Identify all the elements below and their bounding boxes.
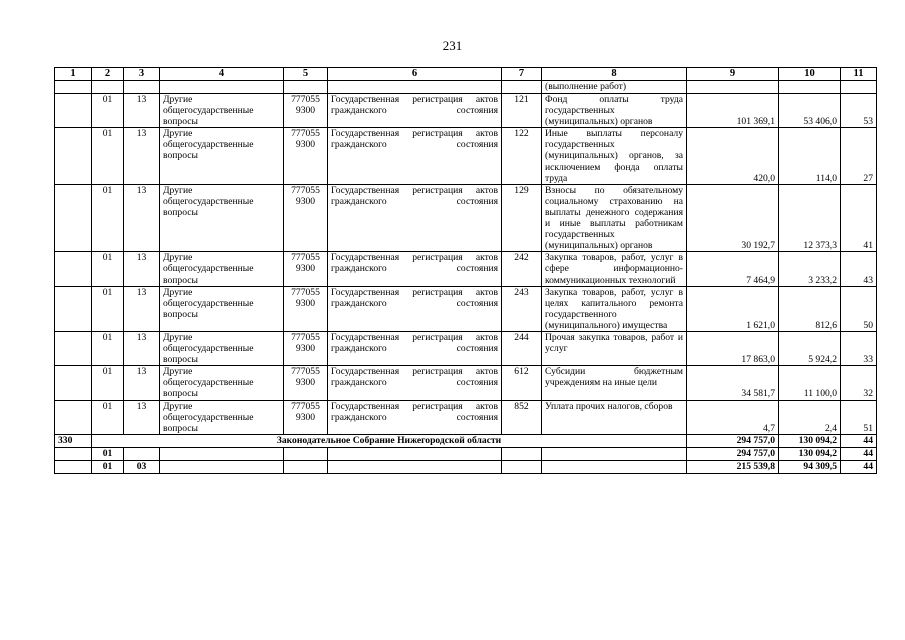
cell-c9: 1 621,0 bbox=[687, 286, 779, 331]
subsection-code: 03 bbox=[124, 460, 160, 473]
table-row bbox=[55, 184, 877, 252]
continuation-row bbox=[55, 81, 877, 94]
cell-c10: 11 100,0 bbox=[779, 366, 841, 400]
cell-c4: Другие общегосударственные вопросы bbox=[160, 252, 284, 286]
cell-c11: 32 bbox=[841, 366, 877, 400]
cell-c10: 12 373,3 bbox=[779, 184, 841, 252]
cell-c5 bbox=[284, 94, 328, 128]
cell-c4: Другие общегосударственные вопросы bbox=[160, 286, 284, 331]
cell-c5-part2: 9300 bbox=[295, 343, 316, 355]
subsection-total-c11: 44 bbox=[841, 460, 877, 473]
cell-c5-part1: 777055 bbox=[291, 128, 320, 140]
cell-c2: 01 bbox=[92, 184, 124, 252]
table-row bbox=[55, 252, 877, 286]
header-cell: 8 bbox=[542, 68, 687, 81]
cell-c4: Другие общегосударственные вопросы bbox=[160, 184, 284, 252]
cell-c2: 01 bbox=[92, 128, 124, 184]
cell-c5 bbox=[284, 184, 328, 252]
cell-c2: 01 bbox=[92, 366, 124, 400]
cell-c8: Прочая закупка товаров, работ и услуг bbox=[542, 331, 687, 365]
cell-c5-part1: 777055 bbox=[291, 184, 320, 196]
cell-c2: 01 bbox=[92, 94, 124, 128]
budget-table bbox=[54, 67, 877, 474]
cell-c5 bbox=[284, 128, 328, 184]
cell-c11: 50 bbox=[841, 286, 877, 331]
cell-c10: 5 924,2 bbox=[779, 331, 841, 365]
section-total-c11: 44 bbox=[841, 447, 877, 460]
cell-c7: 243 bbox=[502, 286, 542, 331]
cell-c2: 01 bbox=[92, 400, 124, 434]
cell-c4: Другие общегосударственные вопросы bbox=[160, 128, 284, 184]
cell-c8: Взносы по обязательному социальному страхованию на выплаты денежного содержания и иные выплаты работникам государственных (муниципальных) органов bbox=[542, 184, 687, 252]
table-row bbox=[55, 286, 877, 331]
cell-c5-part2: 9300 bbox=[295, 195, 316, 207]
cell-c9: 420,0 bbox=[687, 128, 779, 184]
org-total-c9: 294 757,0 bbox=[687, 434, 779, 447]
cell-c8: Фонд оплаты труда государственных (муниципальных) органов bbox=[542, 94, 687, 128]
cell-c3: 13 bbox=[124, 331, 160, 365]
cell-c9: 34 581,7 bbox=[687, 366, 779, 400]
cell-c5 bbox=[284, 400, 328, 434]
cell-c3: 13 bbox=[124, 128, 160, 184]
cell-c10: 114,0 bbox=[779, 128, 841, 184]
cell-c5-part1: 777055 bbox=[291, 366, 320, 378]
cell-c3: 13 bbox=[124, 400, 160, 434]
cell-c7: 852 bbox=[502, 400, 542, 434]
cell-c4: Другие общегосударственные вопросы bbox=[160, 94, 284, 128]
cell-c5-part2: 9300 bbox=[295, 105, 316, 117]
section-total-c9: 294 757,0 bbox=[687, 447, 779, 460]
cell-c8: Субсидии бюджетным учреждениям на иные цели bbox=[542, 366, 687, 400]
cell-c3: 13 bbox=[124, 286, 160, 331]
header-cell: 11 bbox=[841, 68, 877, 81]
cell-c3: 13 bbox=[124, 366, 160, 400]
cell-c4: Другие общегосударственные вопросы bbox=[160, 366, 284, 400]
subsection-section-code: 01 bbox=[92, 460, 124, 473]
cell-c5-part2: 9300 bbox=[295, 377, 316, 389]
cell-c6: Государственная регистрация актов гражданского состояния bbox=[328, 331, 502, 365]
cell-c4: Другие общегосударственные вопросы bbox=[160, 331, 284, 365]
subsection-total-row bbox=[55, 460, 877, 473]
cell-c5-part2: 9300 bbox=[295, 139, 316, 151]
header-row bbox=[55, 68, 877, 81]
cell-c6: Государственная регистрация актов гражданского состояния bbox=[328, 128, 502, 184]
cell-c11: 27 bbox=[841, 128, 877, 184]
table-row bbox=[55, 366, 877, 400]
cell-c6: Государственная регистрация актов гражданского состояния bbox=[328, 366, 502, 400]
cell-c11: 33 bbox=[841, 331, 877, 365]
org-total-c10: 130 094,2 bbox=[779, 434, 841, 447]
cell-c9: 101 369,1 bbox=[687, 94, 779, 128]
cell-c9: 17 863,0 bbox=[687, 331, 779, 365]
cell-c7: 612 bbox=[502, 366, 542, 400]
section-code: 01 bbox=[92, 447, 124, 460]
cell-c7: 242 bbox=[502, 252, 542, 286]
cell-c6: Государственная регистрация актов гражданского состояния bbox=[328, 286, 502, 331]
cell-c5-part1: 777055 bbox=[291, 286, 320, 298]
cell-c5 bbox=[284, 252, 328, 286]
cell-c6: Государственная регистрация актов гражданского состояния bbox=[328, 252, 502, 286]
cell-c3: 13 bbox=[124, 94, 160, 128]
cell-c8: Закупка товаров, работ, услуг в сфере информационно-коммуникационных технологий bbox=[542, 252, 687, 286]
cell-c8: Закупка товаров, работ, услуг в целях капитального ремонта государственного (муниципального) имущества bbox=[542, 286, 687, 331]
cell-c3: 13 bbox=[124, 184, 160, 252]
continuation-text: (выполнение работ) bbox=[542, 81, 687, 94]
org-code: 330 bbox=[55, 434, 92, 447]
cell-c5-part1: 777055 bbox=[291, 94, 320, 105]
cell-c10: 2,4 bbox=[779, 400, 841, 434]
cell-c5 bbox=[284, 331, 328, 365]
cell-c7: 129 bbox=[502, 184, 542, 252]
subsection-total-c10: 94 309,5 bbox=[779, 460, 841, 473]
header-cell: 3 bbox=[124, 68, 160, 81]
cell-c7: 122 bbox=[502, 128, 542, 184]
org-name: Законодательное Собрание Нижегородской области bbox=[92, 434, 687, 447]
cell-c10: 3 233,2 bbox=[779, 252, 841, 286]
org-total-c11: 44 bbox=[841, 434, 877, 447]
table-row bbox=[55, 331, 877, 365]
cell-c5-part1: 777055 bbox=[291, 252, 320, 264]
cell-c11: 43 bbox=[841, 252, 877, 286]
cell-c10: 53 406,0 bbox=[779, 94, 841, 128]
header-cell: 7 bbox=[502, 68, 542, 81]
header-cell: 2 bbox=[92, 68, 124, 81]
table-row bbox=[55, 400, 877, 434]
cell-c5 bbox=[284, 366, 328, 400]
header-cell: 9 bbox=[687, 68, 779, 81]
cell-c6: Государственная регистрация актов гражданского состояния bbox=[328, 94, 502, 128]
header-cell: 1 bbox=[55, 68, 92, 81]
cell-c10: 812,6 bbox=[779, 286, 841, 331]
cell-c8: Иные выплаты персоналу государственных (муниципальных) органов, за исключением фонда оплаты труда bbox=[542, 128, 687, 184]
cell-c7: 121 bbox=[502, 94, 542, 128]
header-cell: 4 bbox=[160, 68, 284, 81]
cell-c2: 01 bbox=[92, 286, 124, 331]
cell-c5-part1: 777055 bbox=[291, 400, 320, 412]
cell-c2: 01 bbox=[92, 252, 124, 286]
page-number: 231 bbox=[442, 38, 463, 53]
cell-c6: Государственная регистрация актов гражданского состояния bbox=[328, 400, 502, 434]
cell-c5-part1: 777055 bbox=[291, 331, 320, 343]
section-total-row bbox=[55, 447, 877, 460]
cell-c5 bbox=[284, 286, 328, 331]
cell-c5-part2: 9300 bbox=[295, 297, 316, 309]
cell-c6: Государственная регистрация актов гражданского состояния bbox=[328, 184, 502, 252]
org-total-row bbox=[55, 434, 877, 447]
table-row bbox=[55, 94, 877, 128]
subsection-total-c9: 215 539,8 bbox=[687, 460, 779, 473]
cell-c9: 30 192,7 bbox=[687, 184, 779, 252]
table-row bbox=[55, 128, 877, 184]
cell-c3: 13 bbox=[124, 252, 160, 286]
cell-c5-part2: 9300 bbox=[295, 263, 316, 275]
cell-c4: Другие общегосударственные вопросы bbox=[160, 400, 284, 434]
cell-c2: 01 bbox=[92, 331, 124, 365]
cell-c11: 53 bbox=[841, 94, 877, 128]
cell-c9: 7 464,9 bbox=[687, 252, 779, 286]
header-cell: 6 bbox=[328, 68, 502, 81]
cell-c5-part2: 9300 bbox=[295, 411, 316, 423]
header-cell: 10 bbox=[779, 68, 841, 81]
header-cell: 5 bbox=[284, 68, 328, 81]
section-total-c10: 130 094,2 bbox=[779, 447, 841, 460]
cell-c9: 4,7 bbox=[687, 400, 779, 434]
cell-c8: Уплата прочих налогов, сборов bbox=[542, 400, 687, 434]
cell-c11: 51 bbox=[841, 400, 877, 434]
cell-c7: 244 bbox=[502, 331, 542, 365]
cell-c11: 41 bbox=[841, 184, 877, 252]
